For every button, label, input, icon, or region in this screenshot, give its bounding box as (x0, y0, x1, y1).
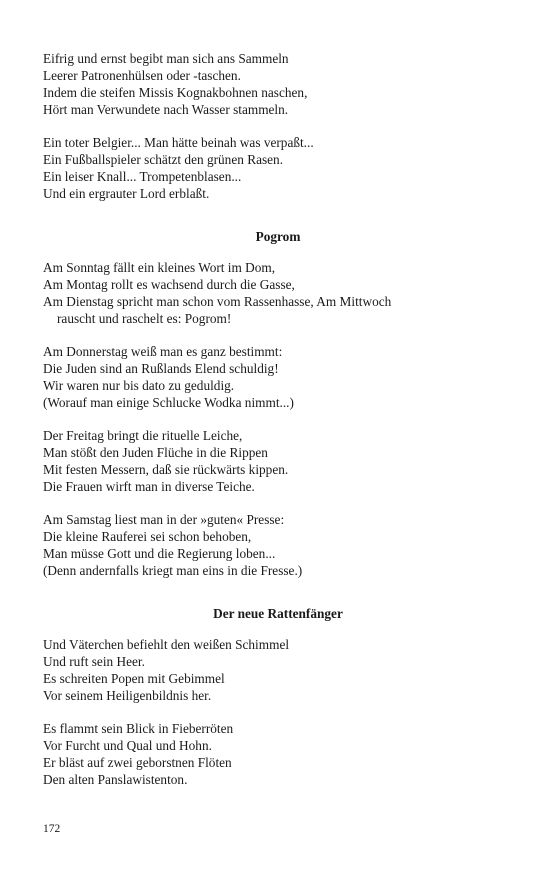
poem3-stanza-1 (43, 636, 513, 704)
verse-line: Hört man Verwundete nach Wasser stammeln. (43, 102, 289, 117)
verse-line: Es flammt sein Blick in Fieberröten (43, 721, 234, 736)
poem3-stanza-2 (43, 720, 513, 788)
verse-line: Ein toter Belgier... Man hätte beinah was verpaßt... (43, 135, 314, 150)
verse-line: Am Sonntag fällt ein kleines Wort im Dom, (43, 260, 276, 275)
verse-line: Am Montag rollt es wachsend durch die Gasse, (43, 277, 295, 292)
verse-line: Und Väterchen befiehlt den weißen Schimmel (43, 637, 290, 652)
verse-line: Am Dienstag spricht man schon vom Rassenhasse, Am Mittwoch (43, 294, 392, 309)
verse-line: Er bläst auf zwei geborstnen Flöten (43, 755, 232, 770)
verse-line: Ein Fußballspieler schätzt den grünen Rasen. (43, 152, 284, 167)
verse-line: Leerer Patronenhülsen oder -taschen. (43, 68, 241, 83)
poem2-stanza-4 (43, 511, 513, 579)
verse-line: Am Samstag liest man in der »guten« Presse: (43, 512, 285, 527)
verse-line: Und ein ergrauter Lord erblaßt. (43, 186, 210, 201)
verse-line: (Denn andernfalls kriegt man eins in die Fresse.) (43, 563, 303, 578)
verse-line: Man müsse Gott und die Regierung loben... (43, 546, 276, 561)
verse-line: Die Frauen wirft man in diverse Teiche. (43, 479, 255, 494)
poem2-stanza-3 (43, 427, 513, 495)
verse-line: Eifrig und ernst begibt man sich ans Sammeln (43, 51, 289, 66)
poem1-stanza-2 (43, 134, 513, 202)
poem2-stanza-1 (43, 259, 513, 327)
verse-line: Die kleine Rauferei sei schon behoben, (43, 529, 252, 544)
poem2-stanza-2 (43, 343, 513, 411)
page-number: 172 (43, 823, 61, 835)
verse-line: Und ruft sein Heer. (43, 654, 145, 669)
verse-line: Vor Furcht und Qual und Hohn. (43, 738, 212, 753)
verse-line-continuation: rauscht und raschelt es: Pogrom! (57, 311, 232, 326)
verse-line: Man stößt den Juden Flüche in die Rippen (43, 445, 268, 460)
verse-line: (Worauf man einige Schlucke Wodka nimmt...) (43, 395, 294, 410)
verse-line: Es schreiten Popen mit Gebimmel (43, 671, 225, 686)
verse-line: Den alten Panslawistenton. (43, 772, 188, 787)
verse-line: Vor seinem Heiligenbildnis her. (43, 688, 212, 703)
poem-title-rattenfaenger: Der neue Rattenfänger (213, 606, 343, 621)
page-body (43, 50, 513, 804)
verse-line: Am Donnerstag weiß man es ganz bestimmt: (43, 344, 283, 359)
verse-line: Die Juden sind an Rußlands Elend schuldig! (43, 361, 279, 376)
verse-line: Indem die steifen Missis Kognakbohnen naschen, (43, 85, 308, 100)
poem-title-pogrom: Pogrom (255, 229, 301, 244)
verse-line: Wir waren nur bis dato zu geduldig. (43, 378, 235, 393)
verse-line: Der Freitag bringt die rituelle Leiche, (43, 428, 243, 443)
verse-line: Mit festen Messern, daß sie rückwärts kippen. (43, 462, 289, 477)
poem1-stanza-1 (43, 50, 513, 118)
verse-line: Ein leiser Knall... Trompetenblasen... (43, 169, 242, 184)
